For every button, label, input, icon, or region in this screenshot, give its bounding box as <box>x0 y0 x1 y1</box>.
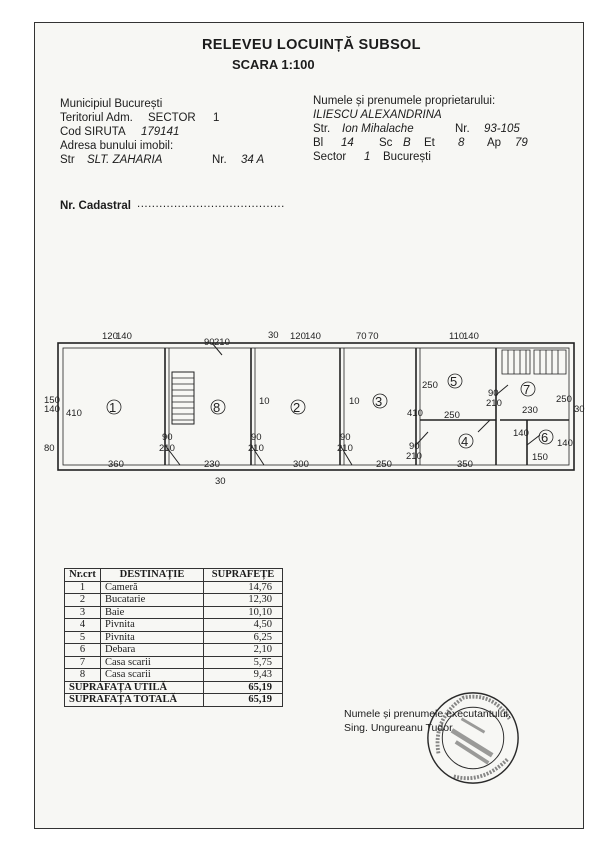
dim-label: 150 <box>44 395 60 406</box>
teritoriul-number: 1 <box>213 112 220 124</box>
usable-area-value: 65,19 <box>204 681 283 694</box>
dim-label: 250 <box>376 459 392 470</box>
row-area: 6,25 <box>204 631 283 644</box>
owner-bl-label: Bl <box>313 137 324 149</box>
street-value: SLT. ZAHARIA <box>87 154 163 166</box>
dim-label: 230 <box>204 459 220 470</box>
dim-label: 90 <box>162 432 173 443</box>
table-row <box>65 606 283 619</box>
owner-sector-label: Sector <box>313 151 347 163</box>
owner-sc-label: Sc <box>379 137 393 149</box>
owner-name: ILIESCU ALEXANDRINA <box>313 109 442 121</box>
room-labels <box>107 374 553 449</box>
room-label-1: 1 <box>109 400 117 415</box>
row-destination: Pivnita <box>101 631 204 644</box>
cadastral-dots: ........................................ <box>137 198 285 210</box>
dim-label: 150 <box>532 452 548 463</box>
cadastral-label: Nr. Cadastral <box>60 200 131 212</box>
dim-label: 120 <box>102 331 118 342</box>
dim-label: 90 <box>340 432 351 443</box>
table-row <box>65 669 283 682</box>
row-destination: Bucatarie <box>101 594 204 607</box>
owner-ap-label: Ap <box>487 137 502 149</box>
dim-label: 140 <box>116 331 132 342</box>
row-nr: 2 <box>65 594 101 607</box>
dim-label: 90 <box>204 337 215 348</box>
owner-nr-label: Nr. <box>455 123 470 135</box>
row-destination: Casa scarii <box>101 656 204 669</box>
table-row <box>65 619 283 632</box>
total-area-row <box>65 694 283 707</box>
dim-label: 210 <box>159 443 175 454</box>
teritoriul-label: Teritoriul Adm. <box>60 112 133 124</box>
dim-label: 10 <box>259 396 270 407</box>
document-title: RELEVEU LOCUINȚĂ SUBSOL <box>202 37 421 53</box>
stairs-7 <box>502 350 566 374</box>
dim-label: 120 <box>290 331 306 342</box>
dim-label: 140 <box>44 404 60 415</box>
table-header: Nr.crt <box>65 569 101 582</box>
owner-street-label: Str. <box>313 123 331 135</box>
room-label-7: 7 <box>523 382 531 397</box>
owner-bl-value: 14 <box>341 137 354 149</box>
row-nr: 4 <box>65 619 101 632</box>
address-label: Adresa bunului imobil: <box>60 140 174 152</box>
dim-label: 140 <box>463 331 479 342</box>
dim-label: 210 <box>406 451 422 462</box>
official-stamp-icon <box>425 690 521 786</box>
table-header: DESTINAȚIE <box>101 569 204 582</box>
row-nr: 3 <box>65 606 101 619</box>
dim-label: 70 <box>356 331 367 342</box>
dim-label: 210 <box>214 337 230 348</box>
room-label-2: 2 <box>293 400 301 415</box>
row-nr: 1 <box>65 581 101 594</box>
dim-label: 250 <box>556 394 572 405</box>
owner-sc-value: B <box>403 137 411 149</box>
owner-et-value: 8 <box>458 137 465 149</box>
dimension-labels <box>44 330 585 487</box>
dim-label: 90 <box>488 388 499 399</box>
siruta-label: Cod SIRUTA <box>60 126 126 138</box>
room-label-6: 6 <box>541 430 549 445</box>
dim-label: 140 <box>305 331 321 342</box>
dim-label: 210 <box>486 398 502 409</box>
usable-area-label: SUPRAFAȚA UTILĂ <box>65 681 204 694</box>
owner-et-label: Et <box>424 137 435 149</box>
dim-label: 210 <box>248 443 264 454</box>
dim-label: 250 <box>422 380 438 391</box>
row-area: 4,50 <box>204 619 283 632</box>
total-area-label: SUPRAFAȚA TOTALĂ <box>65 694 204 707</box>
row-area: 9,43 <box>204 669 283 682</box>
usable-area-row <box>65 681 283 694</box>
row-destination: Baie <box>101 606 204 619</box>
dim-label: 90 <box>251 432 262 443</box>
row-destination: Debara <box>101 644 204 657</box>
dim-label: 250 <box>444 410 460 421</box>
teritoriul-value: SECTOR <box>148 112 196 124</box>
dim-label: 80 <box>44 443 55 454</box>
areas-table <box>64 568 283 707</box>
row-destination: Casa scarii <box>101 669 204 682</box>
dim-label: 410 <box>407 408 423 419</box>
row-nr: 7 <box>65 656 101 669</box>
municipiul-label: Municipiul București <box>60 98 163 110</box>
room-label-5: 5 <box>450 374 458 389</box>
owner-label: Numele și prenumele proprietarului: <box>313 95 496 107</box>
total-area-value: 65,19 <box>204 694 283 707</box>
room-label-3: 3 <box>375 394 383 409</box>
dim-label: 230 <box>522 405 538 416</box>
dim-label: 140 <box>513 428 529 439</box>
dim-label: 350 <box>457 459 473 470</box>
dim-label: 90 <box>409 441 420 452</box>
document-scale: SCARA 1:100 <box>232 57 315 72</box>
row-area: 5,75 <box>204 656 283 669</box>
dim-label: 70 <box>368 331 379 342</box>
owner-nr-value: 93-105 <box>484 123 520 135</box>
room-label-4: 4 <box>461 434 469 449</box>
row-area: 2,10 <box>204 644 283 657</box>
stairs-8 <box>172 378 194 420</box>
row-area: 12,30 <box>204 594 283 607</box>
street-number-label: Nr. <box>212 154 227 166</box>
dim-label: 10 <box>349 396 360 407</box>
owner-ap-value: 79 <box>515 137 528 149</box>
street-label: Str <box>60 154 75 166</box>
table-row <box>65 594 283 607</box>
owner-street-value: Ion Mihalache <box>342 123 414 135</box>
table-row <box>65 644 283 657</box>
dim-label: 410 <box>66 408 82 419</box>
row-destination: Pivnita <box>101 619 204 632</box>
owner-city: București <box>383 151 431 163</box>
table-row <box>65 656 283 669</box>
room-label-8: 8 <box>213 400 221 415</box>
dim-label: 360 <box>108 459 124 470</box>
dim-label: 30 <box>268 330 279 341</box>
table-row <box>65 581 283 594</box>
row-area: 10,10 <box>204 606 283 619</box>
table-row <box>65 631 283 644</box>
row-area: 14,76 <box>204 581 283 594</box>
dim-label: 300 <box>293 459 309 470</box>
dim-label: 30 <box>215 476 226 487</box>
dim-label: 210 <box>337 443 353 454</box>
row-nr: 6 <box>65 644 101 657</box>
row-nr: 8 <box>65 669 101 682</box>
street-number-value: 34 A <box>241 154 265 166</box>
siruta-value: 179141 <box>141 126 180 138</box>
row-nr: 5 <box>65 631 101 644</box>
table-header: SUPRAFEȚE <box>204 569 283 582</box>
executant-label: Numele și prenumele executantului: <box>344 708 511 720</box>
table-header-row <box>65 569 283 582</box>
owner-sector-value: 1 <box>364 151 371 163</box>
dim-label: 30 <box>574 404 585 415</box>
dim-label: 140 <box>557 438 573 449</box>
dim-label: 110 <box>449 331 465 342</box>
row-destination: Cameră <box>101 581 204 594</box>
executant-name: Sing. Ungureanu Tudor <box>344 722 453 734</box>
